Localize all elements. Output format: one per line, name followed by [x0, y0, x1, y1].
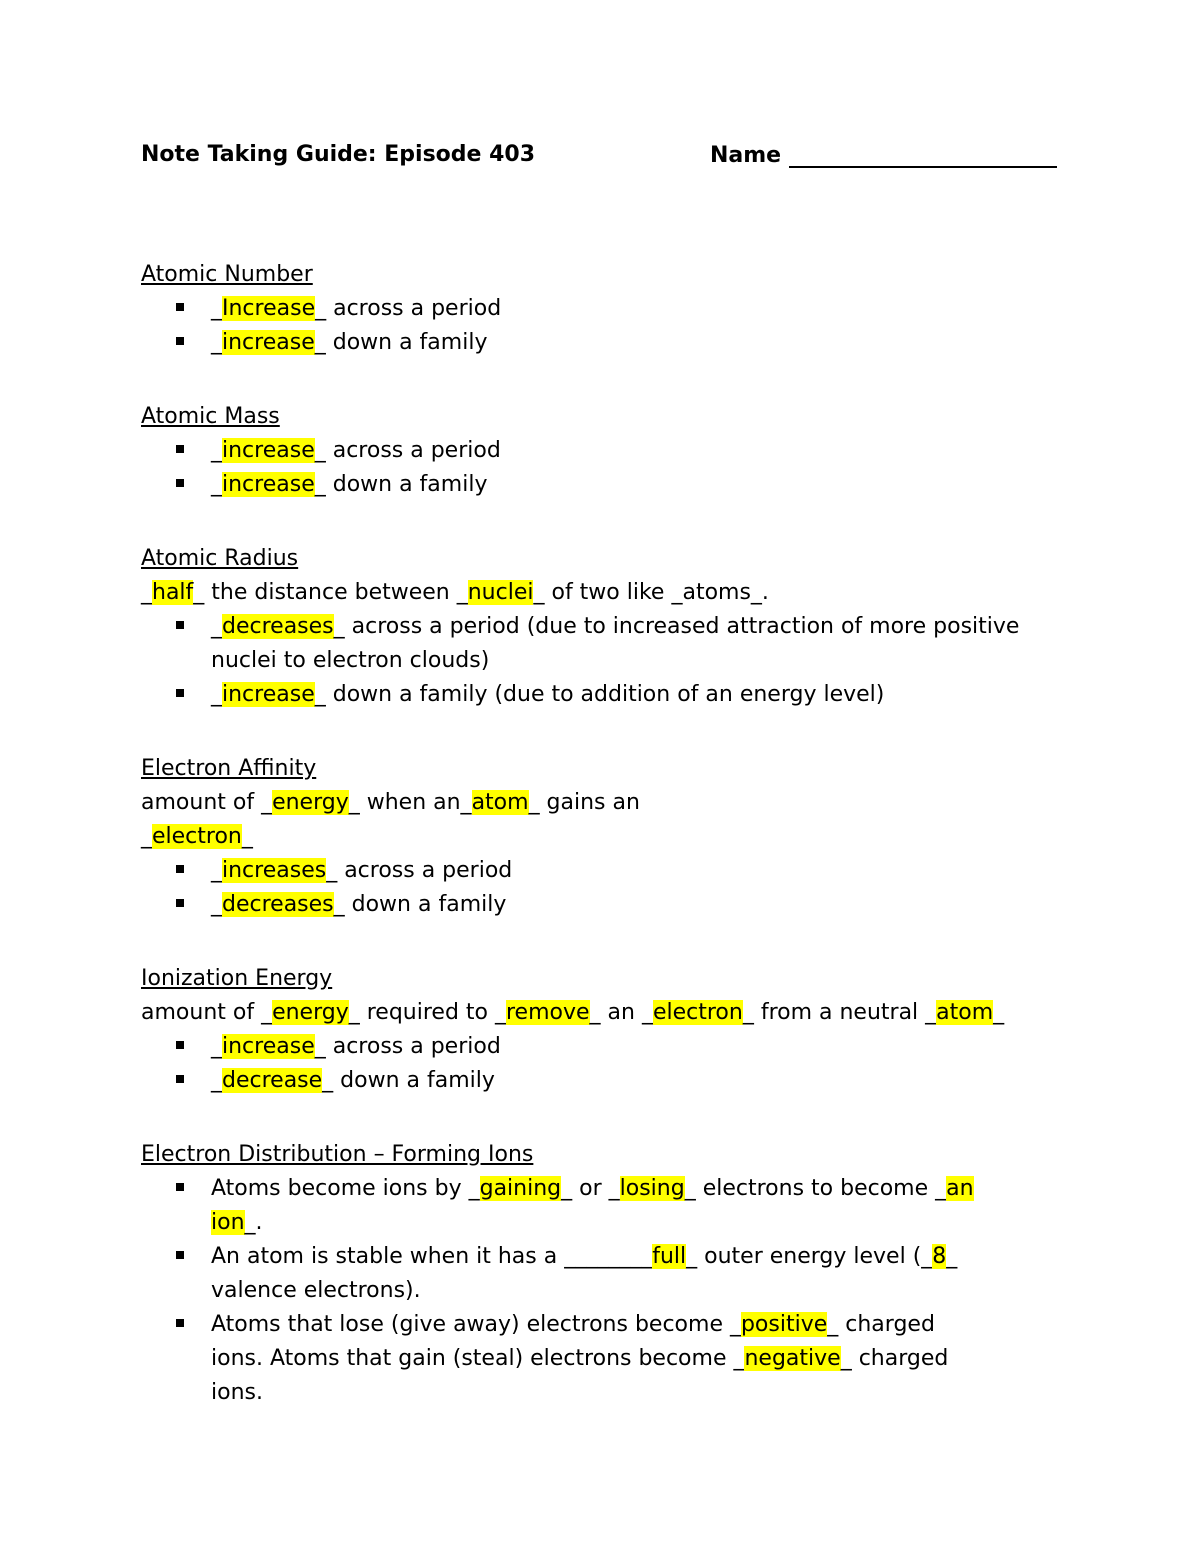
highlighted-answer: an ion — [211, 1176, 974, 1235]
list-item — [141, 678, 1041, 712]
bullet-icon — [176, 479, 184, 487]
bullet-icon — [176, 303, 184, 311]
text-run: _. — [244, 1210, 263, 1235]
text-run: _ — [211, 472, 222, 497]
highlighted-answer: 8 — [932, 1244, 947, 1269]
section-atomic-number — [141, 258, 1041, 360]
text-run: _ — [211, 1068, 222, 1093]
notes-content — [141, 258, 1041, 1450]
name-blank-line — [789, 142, 1057, 168]
list-item — [141, 326, 1041, 360]
text-run: _ an _ — [589, 1000, 653, 1025]
bullet-icon — [176, 865, 184, 873]
text-run: _ when an_ — [348, 790, 472, 815]
bullet-list — [141, 854, 1041, 922]
highlighted-answer: losing — [619, 1176, 685, 1201]
text-run: _ across a period (due to increased attraction of more positive nuclei to electron clouds) — [211, 614, 1020, 673]
highlighted-answer: increase — [222, 472, 315, 497]
highlighted-answer: increase — [222, 1034, 315, 1059]
text-run: _ — [241, 824, 253, 849]
section-heading: Atomic Radius — [141, 546, 299, 571]
name-label: Name — [710, 143, 782, 168]
text-run: _ down a family (due to addition of an energy level) — [314, 682, 885, 707]
highlighted-answer: increases — [222, 858, 327, 883]
text-run: Atoms that lose (give away) electrons become _ — [211, 1312, 741, 1337]
text-run: amount of _ — [141, 1000, 273, 1025]
definition — [141, 786, 1041, 854]
text-run: _ down a family — [314, 472, 488, 497]
highlighted-answer: negative — [744, 1346, 841, 1371]
list-item — [141, 1308, 981, 1410]
highlighted-answer: electron — [652, 1000, 743, 1025]
list-item — [141, 854, 1041, 888]
section-heading: Electron Distribution – Forming Ions — [141, 1142, 534, 1167]
highlighted-answer: decrease — [222, 1068, 323, 1093]
definition — [141, 576, 1041, 610]
section-ionization-energy — [141, 962, 1041, 1098]
section-heading: Atomic Number — [141, 262, 313, 287]
list-item — [141, 292, 1041, 326]
bullet-list — [141, 1030, 1041, 1098]
bullet-icon — [176, 1075, 184, 1083]
text-run: _ across a period — [314, 438, 501, 463]
bullet-icon — [176, 1251, 184, 1259]
text-run: _ — [211, 614, 222, 639]
list-item — [141, 468, 1041, 502]
highlighted-answer: nuclei — [467, 580, 534, 605]
section-electron-affinity — [141, 752, 1041, 922]
list-item — [141, 888, 1041, 922]
highlighted-answer: gaining — [479, 1176, 562, 1201]
bullet-icon — [176, 899, 184, 907]
text-run: _ the distance between _ — [193, 580, 468, 605]
list-item — [141, 610, 1041, 678]
text-run: _ valence electrons). — [211, 1244, 958, 1303]
text-run: An atom is stable when it has a ________ — [211, 1244, 653, 1269]
text-run: _ — [211, 682, 222, 707]
text-run: _ — [211, 438, 222, 463]
highlighted-answer: full — [652, 1244, 687, 1269]
text-run: _ — [211, 892, 222, 917]
text-run: _ — [211, 296, 222, 321]
name-field — [710, 142, 1057, 168]
text-run: _ across a period — [314, 1034, 501, 1059]
highlighted-answer: increase — [222, 682, 315, 707]
highlighted-answer: increase — [222, 330, 315, 355]
text-run: _ — [211, 858, 222, 883]
section-atomic-radius — [141, 542, 1041, 712]
highlighted-answer: positive — [740, 1312, 828, 1337]
text-run: _ across a period — [315, 296, 502, 321]
list-item — [141, 434, 1041, 468]
highlighted-answer: atom — [471, 790, 529, 815]
highlighted-answer: Increase — [222, 296, 316, 321]
section-atomic-mass — [141, 400, 1041, 502]
text-run: _ charged ions. Atoms that gain (steal) electrons become _ — [211, 1312, 935, 1371]
highlighted-answer: energy — [272, 1000, 349, 1025]
bullet-icon — [176, 689, 184, 697]
text-run: _ outer energy level (_ — [686, 1244, 933, 1269]
text-run: Atoms become ions by _ — [211, 1176, 480, 1201]
highlighted-answer: decreases — [222, 614, 334, 639]
highlighted-answer: atom — [936, 1000, 994, 1025]
highlighted-answer: increase — [222, 438, 315, 463]
text-run: _ required to _ — [348, 1000, 506, 1025]
text-run: _ charged ions. — [211, 1346, 949, 1405]
text-run: _ — [211, 1034, 222, 1059]
bullet-icon — [176, 1041, 184, 1049]
bullet-list — [141, 292, 1041, 360]
text-run: _ electrons to become _ — [684, 1176, 947, 1201]
bullet-icon — [176, 1319, 184, 1327]
text-run: _ or _ — [561, 1176, 620, 1201]
section-electron-distribution — [141, 1138, 1041, 1410]
text-run: _ — [141, 824, 152, 849]
bullet-list — [141, 1172, 1041, 1410]
text-run: _ down a family — [322, 1068, 495, 1093]
bullet-list — [141, 434, 1041, 502]
section-heading: Ionization Energy — [141, 966, 333, 991]
text-run: _ gains an — [528, 790, 640, 815]
text-run: _ — [211, 330, 222, 355]
bullet-list — [141, 610, 1041, 712]
definition — [141, 996, 1041, 1030]
document-title: Note Taking Guide: Episode 403 — [141, 142, 536, 167]
highlighted-answer: energy — [272, 790, 349, 815]
text-run: _ of two like _atoms_. — [533, 580, 769, 605]
list-item — [141, 1064, 1041, 1098]
text-run: _ — [141, 580, 152, 605]
section-heading: Electron Affinity — [141, 756, 317, 781]
bullet-icon — [176, 445, 184, 453]
bullet-icon — [176, 1183, 184, 1191]
text-run: _ down a family — [314, 330, 488, 355]
text-run: amount of _ — [141, 790, 273, 815]
highlighted-answer: remove — [505, 1000, 590, 1025]
text-run: _ down a family — [333, 892, 507, 917]
text-run: _ — [993, 1000, 1005, 1025]
bullet-icon — [176, 621, 184, 629]
list-item — [141, 1172, 981, 1240]
text-run: _ from a neutral _ — [742, 1000, 937, 1025]
highlighted-answer: half — [152, 580, 194, 605]
text-run: _ across a period — [326, 858, 513, 883]
highlighted-answer: decreases — [222, 892, 334, 917]
list-item — [141, 1240, 981, 1308]
section-heading: Atomic Mass — [141, 404, 280, 429]
highlighted-answer: electron — [152, 824, 242, 849]
list-item — [141, 1030, 1041, 1064]
bullet-icon — [176, 337, 184, 345]
